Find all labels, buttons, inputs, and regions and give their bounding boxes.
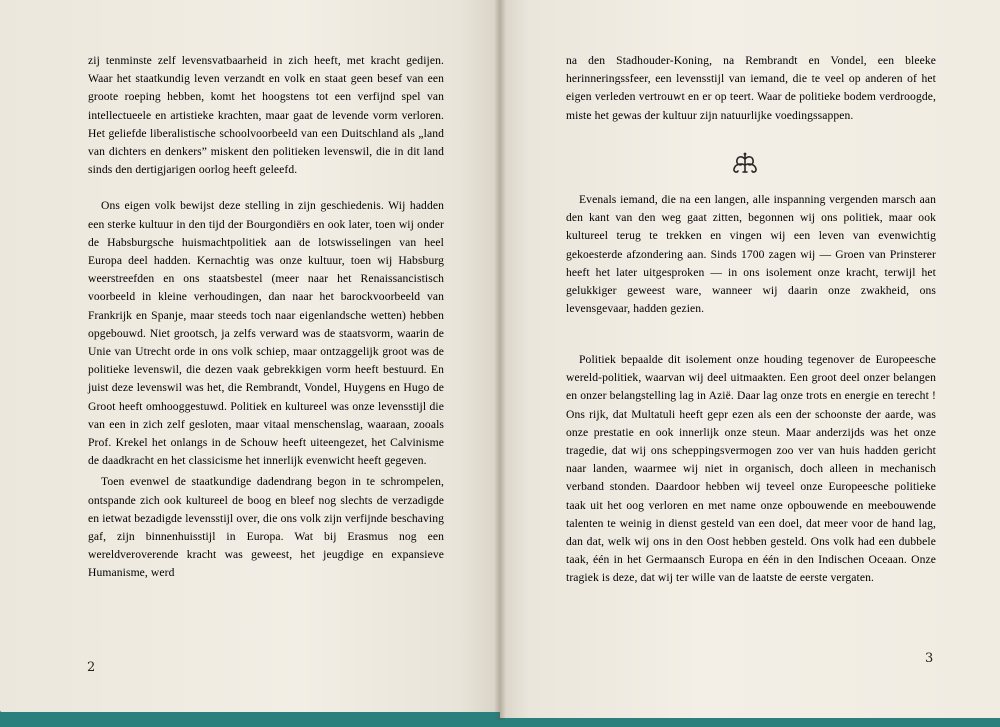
left-paragraph-3: Toen evenwel de staatkundige dadendrang begon in te schrompelen, ontspande zich ook kultureel de boog en bleef nog slechts de verzadigde en ietwat bezadigde levensstijl over, die ons volk zijn verfijnde beschaving gaf, zijn binnenhuisstijl in Europa. Wat bij Erasmus nog een wereldveroverende kracht was geweest, het jeugdige en expansieve Humanisme, werd <box>88 475 444 580</box>
left-page-text <box>88 52 444 583</box>
right-paragraph-3 <box>566 351 936 588</box>
left-paragraph-2: Ons eigen volk bewijst deze stelling in zijn geschiedenis. Wij hadden een sterke kultuur in den tijd der Bourgondiërs en ook later, toen wij onder de Habsburgsche huismachtpolitiek aan de lotswisselingen van heel Europa deel hadden. Kernachtig was onze kultuur, toen wij Habsburg weerstreefden en ons staatsbestel (meer naar het Renaissancistisch voorbeeld in kleine verhoudingen, dan naar het barockvoorbeeld van Frankrijk en Spanje, maar steeds toch naar eigenlandsche wetten) hebben opgebouwd. Niet grootsch, ja zelfs verward was de staatsvorm, waarin de Unie van Utrecht orde in ons volk schiep, maar ontzaggelijk groot was de politieke levenswil, die dezen vaak gebrekkigen vorm heeft bestuurd. En juist deze levenswil was het, die Rembrandt, Vondel, Huygens en Hugo de Groot heeft omhooggestuwd. Politiek en kultureel was onze levensstijl die van een in zich zelf gesloten, maar vitaal menschenslag, waaraan, zooals Prof. Krekel het onlangs in de Schouw heeft uiteengezet, het Calvinisme de daadkracht en het classicisme het innerlijk evenwicht heeft gegeven. <box>88 199 444 468</box>
right-paragraph-2-text: Evenals iemand, die na een langen, alle inspanning vergenden marsch aan den kant van den weg gaat zitten, begonnen wij ons politiek, maar ook kultureel terug te trekken en vingen wij een leven van evenwichtig gekoesterde afzondering aan. Sinds 1700 zagen wij — Groen van Prinsterer heeft het later uitgesproken — in ons isolement onze kracht, terwijl het gelukkiger geweest ware, wanneer wij daarin onze zwakheid, ons levensgevaar, hadden gezien. <box>566 193 936 316</box>
right-page-number: 3 <box>925 651 934 666</box>
right-paragraph-1 <box>566 52 936 125</box>
right-paragraph-2 <box>566 191 936 318</box>
fleuron-icon <box>730 151 760 175</box>
left-page-number: 2 <box>87 660 96 675</box>
left-paragraph-1: zij tenminste zelf levensvatbaarheid in zich heeft, met kracht gedijen. Waar het staatkundig leven verzandt en volk en staat geen besef van een groote roeping hebben, komt het hoogstens tot een verfijnd spel van intellectueele en artistieke krachten, maar gaat de levende vorm verloren. Het geliefde liberalistische schoolvoorbeeld van een Duitschland als „land van dichters en denkers” miskent den politieken levenswil, die in dit land sinds den dertigjarigen oorlog heeft geleefd. <box>88 54 444 177</box>
book-gutter <box>494 0 506 720</box>
right-paragraph-1-text: na den Stadhouder-Koning, na Rembrandt en Vondel, een bleeke herinneringssfeer, een levensstijl van iemand, die te veel op anderen of het eigen verleden vertrouwt en er op teert. Waar de politieke bodem verdroogde, miste het gewas der kultuur zijn natuurlijke voedingssappen. <box>566 54 936 122</box>
right-paragraph-3-text: Politiek bepaalde dit isolement onze houding tegenover de Europeesche wereld-politiek, waarvan wij deel uitmaakten. Een groot deel onzer belangen en onzer belangstelling lag in Azië. Daar lag onze trots en energie en terecht ! Ons rijk, dat Multatuli heeft gepr ezen als een der schoonste der aarde, was onze prestatie en ook innerlijk onze steun. Maar anderzijds was het onze tragedie, dat wij ons scheppingsvermogen zoo ver van huis hadden gericht naar landen, waarmee wij niet in organisch, doch alleen in mechanisch verband stonden. Daardoor hebben wij teveel onze Europeesche politieke taak uit het oog verloren en met name onze opbouwende en meebouwende talenten te weinig in dienst gesteld van een doel, dat meer voor de hand lag, dan dat, welk wij ons in den Oost hebben gesteld. Ons volk had een dubbele taak, één in het Germaansch Europa en één in den Indischen Oceaan. Onze tragiek is deze, dat wij ter wille van de laatste de eerste vergaten. <box>566 353 936 585</box>
